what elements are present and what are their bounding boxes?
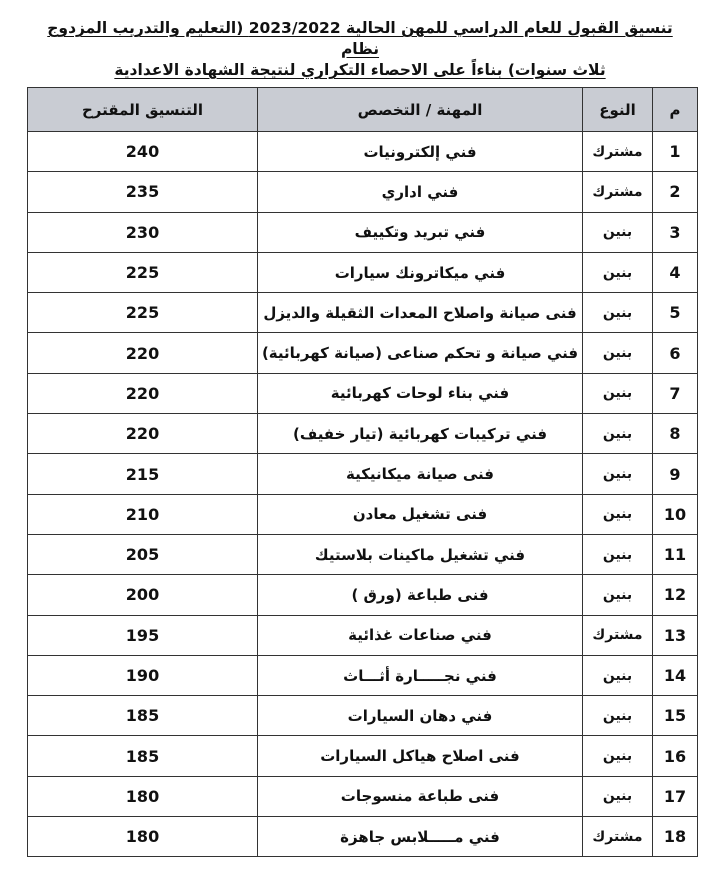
row-num: 17 (653, 776, 698, 816)
row-specialty: فني نجـــــارة أثـــاث (258, 655, 583, 695)
title-line-2: ثلاث سنوات) بناءاً على الاحصاء التكراري لنتيجة الشهادة الاعدادية (114, 61, 606, 79)
row-score: 220 (28, 333, 258, 373)
row-num: 12 (653, 575, 698, 615)
table-row (28, 615, 698, 655)
row-num: 1 (653, 132, 698, 172)
row-num: 4 (653, 252, 698, 292)
table-row (28, 172, 698, 212)
row-specialty: فني اداري (258, 172, 583, 212)
row-score: 195 (28, 615, 258, 655)
row-score: 180 (28, 776, 258, 816)
row-num: 9 (653, 454, 698, 494)
table-row (28, 655, 698, 695)
table-row (28, 776, 698, 816)
row-specialty: فني إلكترونيات (258, 132, 583, 172)
row-type: بنين (583, 252, 653, 292)
row-num: 3 (653, 212, 698, 252)
row-score: 235 (28, 172, 258, 212)
row-specialty: فني صيانة و تحكم صناعى (صيانة كهربائية) (258, 333, 583, 373)
row-specialty: فني تشغيل ماكينات بلاستيك (258, 534, 583, 574)
table-row (28, 494, 698, 534)
title-line-1: تنسيق القبول للعام الدراسي للمهن الحالية 2023/2022 (التعليم والتدريب المزدوج نظام (47, 19, 673, 58)
header-type: النوع (583, 88, 653, 132)
row-score: 220 (28, 414, 258, 454)
table-row (28, 212, 698, 252)
row-num: 18 (653, 817, 698, 857)
row-score: 225 (28, 293, 258, 333)
row-specialty: فني تبريد وتكييف (258, 212, 583, 252)
row-num: 16 (653, 736, 698, 776)
row-specialty: فني ميكاترونك سيارات (258, 252, 583, 292)
row-specialty: فني مـــــلابس جاهزة (258, 817, 583, 857)
row-specialty: فني صناعات غذائية (258, 615, 583, 655)
row-specialty: فني دهان السيارات (258, 696, 583, 736)
row-type: مشترك (583, 132, 653, 172)
row-score: 230 (28, 212, 258, 252)
row-num: 2 (653, 172, 698, 212)
header-num: م (653, 88, 698, 132)
table-row (28, 534, 698, 574)
row-score: 205 (28, 534, 258, 574)
table-row (28, 454, 698, 494)
row-score: 215 (28, 454, 258, 494)
row-specialty: فنى صيانة ميكانيكية (258, 454, 583, 494)
table-row (28, 252, 698, 292)
table-row (28, 817, 698, 857)
row-score: 200 (28, 575, 258, 615)
table-row (28, 373, 698, 413)
row-num: 5 (653, 293, 698, 333)
row-specialty: فنى طباعة منسوجات (258, 776, 583, 816)
row-specialty: فنى اصلاح هياكل السيارات (258, 736, 583, 776)
table-row (28, 696, 698, 736)
table-row (28, 333, 698, 373)
row-type: بنين (583, 414, 653, 454)
row-specialty: فني تركيبات كهربائية (تيار خفيف) (258, 414, 583, 454)
document-title (40, 18, 680, 81)
row-type: بنين (583, 373, 653, 413)
row-type: بنين (583, 293, 653, 333)
row-num: 15 (653, 696, 698, 736)
row-specialty: فنى طباعة (ورق ) (258, 575, 583, 615)
row-score: 185 (28, 696, 258, 736)
table-body (28, 132, 698, 857)
admission-table (27, 87, 698, 857)
row-num: 10 (653, 494, 698, 534)
row-type: بنين (583, 494, 653, 534)
row-type: بنين (583, 696, 653, 736)
table-row (28, 293, 698, 333)
table-row (28, 575, 698, 615)
table-row (28, 414, 698, 454)
row-type: مشترك (583, 817, 653, 857)
row-type: بنين (583, 736, 653, 776)
row-score: 180 (28, 817, 258, 857)
row-score: 220 (28, 373, 258, 413)
row-type: بنين (583, 333, 653, 373)
row-num: 14 (653, 655, 698, 695)
header-specialty: المهنة / التخصص (258, 88, 583, 132)
row-type: بنين (583, 575, 653, 615)
row-type: مشترك (583, 615, 653, 655)
row-score: 185 (28, 736, 258, 776)
row-score: 210 (28, 494, 258, 534)
row-score: 240 (28, 132, 258, 172)
row-score: 190 (28, 655, 258, 695)
row-score: 225 (28, 252, 258, 292)
row-type: بنين (583, 534, 653, 574)
header-score: التنسيق المقترح (28, 88, 258, 132)
row-type: بنين (583, 655, 653, 695)
row-num: 13 (653, 615, 698, 655)
row-num: 7 (653, 373, 698, 413)
row-specialty: فنى صيانة واصلاح المعدات الثقيلة والديزل (258, 293, 583, 333)
table-row (28, 132, 698, 172)
row-type: بنين (583, 454, 653, 494)
row-type: مشترك (583, 172, 653, 212)
row-type: بنين (583, 776, 653, 816)
row-specialty: فني بناء لوحات كهربائية (258, 373, 583, 413)
row-num: 6 (653, 333, 698, 373)
row-num: 11 (653, 534, 698, 574)
row-specialty: فنى تشغيل معادن (258, 494, 583, 534)
row-num: 8 (653, 414, 698, 454)
table-header-row (28, 88, 698, 132)
row-type: بنين (583, 212, 653, 252)
table-row (28, 736, 698, 776)
